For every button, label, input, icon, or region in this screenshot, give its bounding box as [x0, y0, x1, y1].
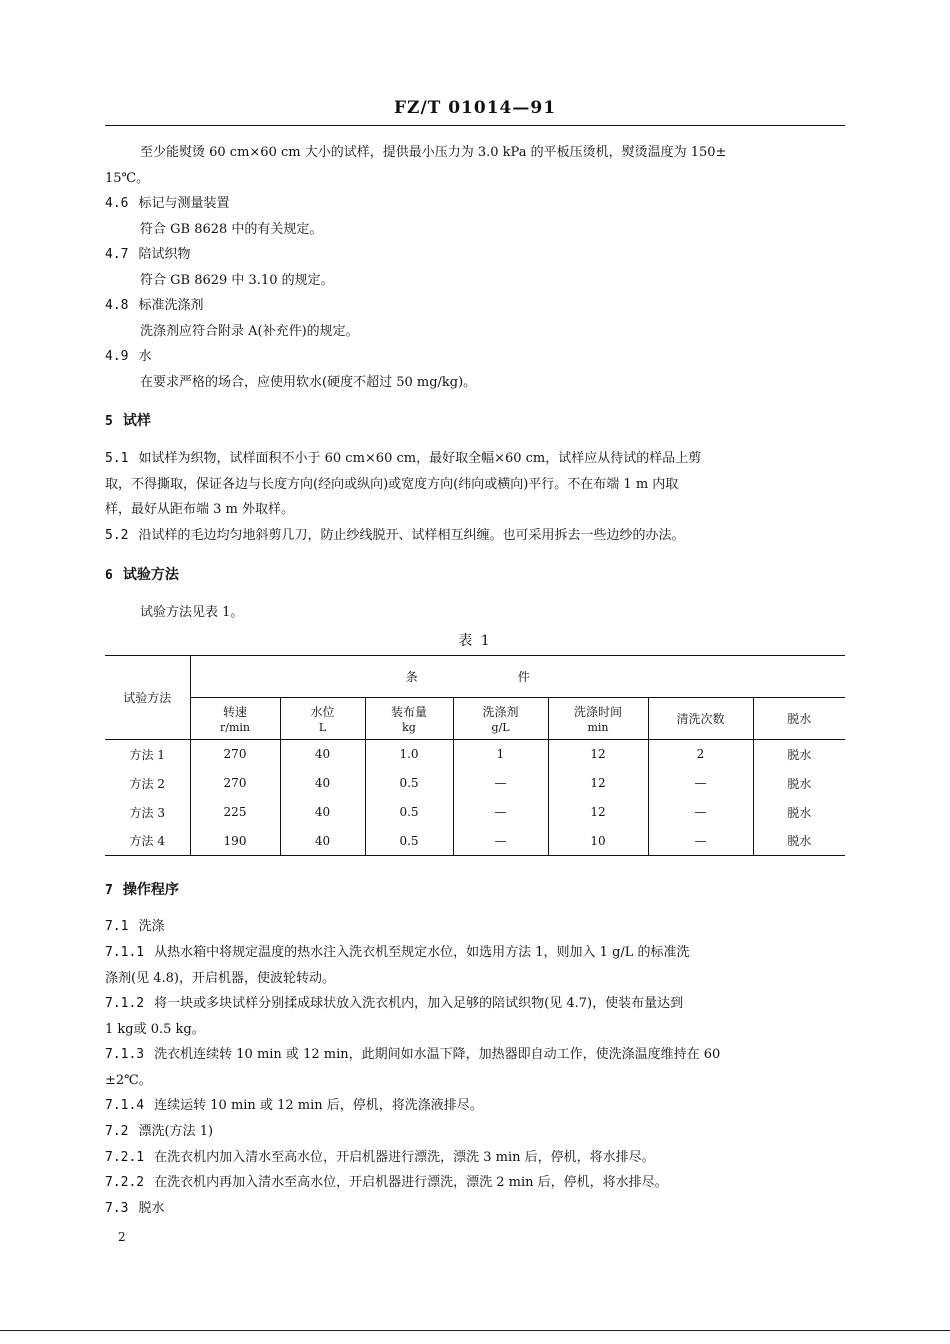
column-header: 洗涤剂 g/L — [453, 698, 548, 740]
section-title: 试验方法 — [122, 567, 179, 583]
section-number: 7.3 — [105, 1201, 129, 1216]
section-7-1-heading — [105, 918, 165, 936]
section-number: 5.1 — [105, 451, 129, 466]
section-6-body: 试验方法见表 1。 — [140, 605, 244, 620]
conditions-header: 条件 — [190, 656, 845, 698]
section-4-8-heading — [105, 297, 204, 315]
section-4-9-heading — [105, 348, 152, 366]
section-4-8-body: 洗涤剂应符合附录 A(补充件)的规定。 — [140, 324, 359, 339]
intro-line-1: 至少能熨烫 60 cm×60 cm 大小的试样，提供最小压力为 3.0 kPa 的平板压烫机，熨烫温度为 150± — [140, 145, 727, 160]
column-header: 清洗次数 — [648, 698, 753, 740]
table-row: 方法 2 270 40 0.5 — 12 — 脱水 — [105, 769, 845, 798]
section-7-1-2-line-1 — [105, 995, 683, 1013]
section-title: 水 — [138, 349, 152, 364]
section-7-1-1-line-2: 涤剂(见 4.8)，开启机器，使波轮转动。 — [105, 971, 335, 986]
paragraph-text: 连续运转 10 min 或 12 min 后，停机，将洗涤液排尽。 — [154, 1098, 483, 1113]
section-7-1-4 — [105, 1097, 483, 1115]
intro-line-2: 15℃。 — [105, 171, 150, 186]
section-title: 操作程序 — [122, 882, 179, 898]
section-number: 7.1 — [105, 919, 129, 934]
table-row: 方法 4 190 40 0.5 — 10 — 脱水 — [105, 827, 845, 856]
section-number: 7.2.2 — [105, 1175, 145, 1190]
section-number: 5 — [105, 414, 113, 429]
section-number: 6 — [105, 568, 113, 583]
paragraph-text: 从热水箱中将规定温度的热水注入洗衣机至规定水位，如选用方法 1，则加入 1 g/L 的标准洗 — [154, 945, 690, 960]
header-rule — [105, 125, 845, 126]
paragraph-text: 洗衣机连续转 10 min 或 12 min，此期间如水温下降，加热器即自动工作，使洗涤温度维持在 60 — [154, 1047, 721, 1062]
section-4-9-body: 在要求严格的场合，应使用软水(硬度不超过 50 mg/kg)。 — [140, 375, 477, 390]
paragraph-text: 在洗衣机内加入清水至高水位，开启机器进行漂洗，漂洗 3 min 后，停机，将水排尽。 — [154, 1150, 655, 1165]
section-5-2 — [105, 527, 685, 545]
section-number: 7.1.3 — [105, 1047, 145, 1062]
section-number: 7.1.4 — [105, 1098, 145, 1113]
section-5-1-line-3: 样，最好从距布端 3 m 外取样。 — [105, 502, 294, 517]
section-title: 洗涤 — [138, 919, 165, 934]
method-header: 试验方法 — [105, 656, 190, 740]
section-number: 4.8 — [105, 298, 129, 313]
section-4-7-heading — [105, 246, 191, 264]
section-number: 7 — [105, 883, 113, 898]
section-7-2-2 — [105, 1174, 668, 1192]
section-number: 4.7 — [105, 247, 129, 262]
section-number: 5.2 — [105, 528, 129, 543]
section-number: 7.2.1 — [105, 1150, 145, 1165]
section-number: 7.1.1 — [105, 945, 145, 960]
section-7-2-1 — [105, 1149, 655, 1167]
section-title: 试样 — [122, 413, 151, 429]
paragraph-text: 在洗衣机内再加入清水至高水位，开启机器进行漂洗，漂洗 2 min 后，停机，将水排尽。 — [154, 1175, 668, 1190]
table-row: 方法 3 225 40 0.5 — 12 — 脱水 — [105, 798, 845, 827]
section-title: 陪试织物 — [138, 247, 191, 262]
section-number: 4.6 — [105, 196, 129, 211]
section-7-1-3-line-2: ±2℃。 — [105, 1073, 152, 1088]
section-6-heading — [105, 566, 179, 585]
section-number: 7.1.2 — [105, 996, 145, 1011]
section-number: 4.9 — [105, 349, 129, 364]
section-4-7-body: 符合 GB 8629 中 3.10 的规定。 — [140, 273, 334, 288]
page-header: FZ/T 01014—91 — [393, 98, 557, 118]
column-header: 水位 L — [280, 698, 365, 740]
section-5-1-line-1 — [105, 450, 701, 468]
section-number: 7.2 — [105, 1124, 129, 1139]
column-header: 装布量 kg — [365, 698, 453, 740]
section-7-heading — [105, 881, 179, 900]
section-title: 脱水 — [138, 1201, 165, 1216]
column-header: 脱水 — [787, 711, 812, 726]
table-row: 方法 1 270 40 1.0 1 12 2 脱水 — [105, 740, 845, 769]
section-7-1-2-line-2: 1 kg或 0.5 kg。 — [105, 1022, 205, 1037]
paragraph-text: 将一块或多块试样分别揉成球状放入洗衣机内，加入足够的陪试织物(见 4.7)，使装布量达到 — [154, 996, 684, 1011]
column-header: 洗涤时间 min — [548, 698, 648, 740]
section-title: 标记与测量装置 — [138, 196, 230, 211]
table-caption: 表 1 — [458, 633, 492, 649]
section-4-6-heading — [105, 195, 230, 213]
section-5-heading — [105, 412, 151, 431]
test-method-table — [105, 655, 845, 856]
section-4-6-body: 符合 GB 8628 中的有关规定。 — [140, 222, 323, 237]
section-5-1-line-2: 取，不得撕取，保证各边与长度方向(经向或纵向)或宽度方向(纬向或横向)平行。不在布端 1 m 内取 — [105, 477, 679, 492]
section-7-3-heading — [105, 1200, 165, 1218]
paragraph-text: 沿试样的毛边均匀地斜剪几刀，防止纱线脱开、试样相互纠缠。也可采用拆去一些边纱的办法。 — [138, 528, 685, 543]
section-7-1-3-line-1 — [105, 1046, 720, 1064]
paragraph-text: 如试样为织物，试样面积不小于 60 cm×60 cm，最好取全幅×60 cm，试样应从待试的样品上剪 — [138, 451, 702, 466]
section-7-1-1-line-1 — [105, 944, 690, 962]
section-7-2-heading — [105, 1123, 213, 1141]
scan-edge-rule — [0, 1330, 950, 1331]
section-title: 漂洗(方法 1) — [138, 1124, 214, 1139]
page-number: 2 — [118, 1230, 126, 1244]
section-title: 标准洗涤剂 — [138, 298, 204, 313]
column-header: 转速 r/min — [190, 698, 280, 740]
